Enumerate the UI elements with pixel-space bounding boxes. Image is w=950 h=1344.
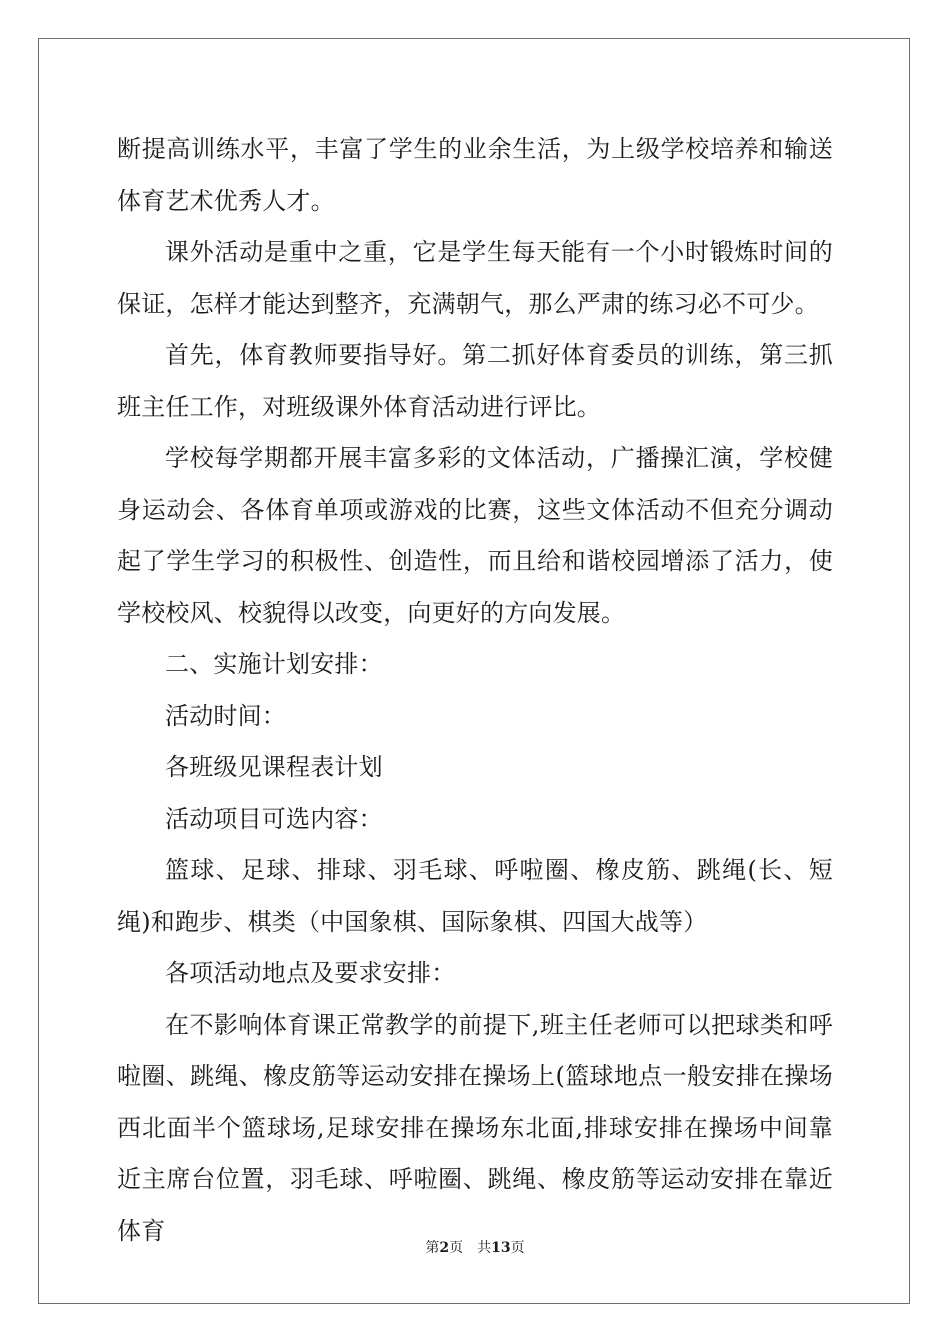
footer-total-pages: 13 (491, 1240, 511, 1256)
footer-total-suffix: 页 (510, 1240, 525, 1256)
paragraph-1: 断提高训练水平，丰富了学生的业余生活，为上级学校培养和输送体育艺术优秀人才。 (117, 135, 833, 215)
paragraph-4: 学校每学期都开展丰富多彩的文体活动，广播操汇演，学校健身运动会、各体育单项或游戏的比赛，这些文体活动不但充分调动起了学生学习的积极性、创造性，而且给和谐校园增添了活力，使学校校风、校貌得以改变，向更好的方向发展。 (117, 444, 833, 627)
section-heading-plan: 二、实施计划安排： (165, 650, 383, 678)
footer-page-prefix: 第 (425, 1240, 440, 1256)
paragraph-3: 首先，体育教师要指导好。第二抓好体育委员的训练，第三抓班主任工作，对班级课外体育活动进行评比。 (117, 341, 833, 421)
paragraph-locations: 在不影响体育课正常教学的前提下,班主任老师可以把球类和呼啦圈、跳绳、橡皮筋等运动安排在操场上(篮球地点一般安排在操场西北面半个篮球场,足球安排在操场东北面,排球安排在操场中间靠近主席台位置，羽毛球、呼啦圈、跳绳、橡皮筋等运动安排在靠近体育 (117, 1010, 833, 1245)
footer-page-number: 2 (439, 1240, 450, 1256)
label-locations: 各项活动地点及要求安排： (165, 959, 456, 987)
paragraph-activity-list: 篮球、足球、排球、羽毛球、呼啦圈、橡皮筋、跳绳(长、短绳)和跑步、棋类（中国象棋、国际象棋、四国大战等） (117, 856, 833, 936)
paragraph-schedule: 各班级见课程表计划 (165, 753, 383, 781)
document-body (117, 124, 833, 1257)
label-activity-time: 活动时间： (165, 701, 286, 730)
label-activity-items: 活动项目可选内容： (165, 804, 383, 833)
paragraph-2: 课外活动是重中之重，它是学生每天能有一个小时锻炼时间的保证，怎样才能达到整齐，充满朝气，那么严肃的练习必不可少。 (117, 238, 833, 318)
footer-page-suffix: 页 (449, 1240, 464, 1256)
page-footer (0, 1238, 950, 1258)
footer-total-prefix: 共 (477, 1240, 492, 1256)
